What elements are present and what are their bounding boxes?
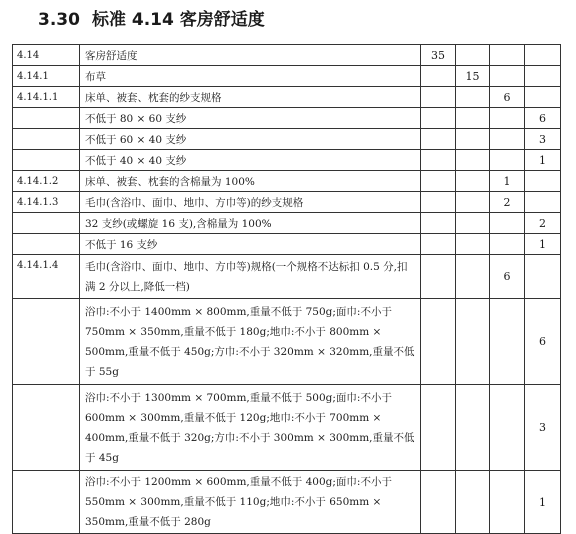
- item-description: 床单、被套、枕套的含棉量为 100%: [80, 171, 421, 192]
- score-level-4: 1: [525, 150, 561, 171]
- table-row: [13, 299, 561, 385]
- score-level-1: [421, 129, 456, 150]
- table-row: [13, 87, 561, 108]
- scoring-table: [12, 44, 561, 534]
- item-code: 4.14.1.1: [13, 87, 80, 108]
- score-level-1: [421, 150, 456, 171]
- score-level-3: [490, 299, 525, 385]
- score-level-3: 6: [490, 87, 525, 108]
- score-level-2: [456, 108, 490, 129]
- score-level-1: [421, 234, 456, 255]
- score-level-4: 3: [525, 129, 561, 150]
- score-level-2: [456, 213, 490, 234]
- item-description: 不低于 80 × 60 支纱: [80, 108, 421, 129]
- score-level-1: [421, 213, 456, 234]
- score-level-1: [421, 471, 456, 534]
- score-level-4: 1: [525, 234, 561, 255]
- score-level-4: [525, 255, 561, 299]
- item-description: 不低于 40 × 40 支纱: [80, 150, 421, 171]
- table-row: [13, 171, 561, 192]
- score-level-2: [456, 129, 490, 150]
- score-level-4: 6: [525, 299, 561, 385]
- score-level-1: [421, 87, 456, 108]
- item-code: 4.14.1.3: [13, 192, 80, 213]
- score-level-2: [456, 385, 490, 471]
- item-description: 32 支纱(或螺旋 16 支),含棉量为 100%: [80, 213, 421, 234]
- score-level-4: [525, 66, 561, 87]
- score-level-4: [525, 171, 561, 192]
- score-level-4: 6: [525, 108, 561, 129]
- item-description: 浴巾:不小于 1200mm × 600mm,重量不低于 400g;面巾:不小于 550mm × 300mm,重量不低于 110g;地巾:不小于 650mm × 350mm,重量不低于 280g: [80, 471, 421, 534]
- table-row: [13, 213, 561, 234]
- score-level-1: [421, 108, 456, 129]
- item-code: [13, 108, 80, 129]
- score-level-1: 35: [421, 45, 456, 66]
- table-row: [13, 385, 561, 471]
- item-code: 4.14.1.4: [13, 255, 80, 299]
- item-code: 4.14.1.2: [13, 171, 80, 192]
- score-level-2: [456, 45, 490, 66]
- item-code: [13, 471, 80, 534]
- item-description: 床单、被套、枕套的纱支规格: [80, 87, 421, 108]
- table-row: [13, 234, 561, 255]
- score-level-3: [490, 385, 525, 471]
- item-code: [13, 129, 80, 150]
- score-level-3: [490, 234, 525, 255]
- item-description: 不低于 16 支纱: [80, 234, 421, 255]
- section-title: 标准 4.14 客房舒适度: [91, 10, 265, 30]
- score-level-1: [421, 192, 456, 213]
- table-row: [13, 471, 561, 534]
- item-code: [13, 234, 80, 255]
- score-level-3: [490, 471, 525, 534]
- score-level-3: [490, 150, 525, 171]
- table-row: [13, 45, 561, 66]
- score-level-3: [490, 45, 525, 66]
- item-code: [13, 150, 80, 171]
- score-level-2: [456, 234, 490, 255]
- score-level-3: 2: [490, 192, 525, 213]
- table-row: [13, 108, 561, 129]
- item-description: 客房舒适度: [80, 45, 421, 66]
- score-level-1: [421, 66, 456, 87]
- item-description: 布草: [80, 66, 421, 87]
- item-code: 4.14: [13, 45, 80, 66]
- score-level-4: [525, 45, 561, 66]
- score-level-2: [456, 299, 490, 385]
- item-code: [13, 213, 80, 234]
- item-description: 浴巾:不小于 1300mm × 700mm,重量不低于 500g;面巾:不小于 600mm × 300mm,重量不低于 120g;地巾:不小于 700mm × 400mm,重量不低于 320g;方巾:不小于 300mm × 300mm,重量不低于 45g: [80, 385, 421, 471]
- section-heading: [38, 6, 265, 34]
- table-row: [13, 150, 561, 171]
- score-level-2: 15: [456, 66, 490, 87]
- score-level-2: [456, 255, 490, 299]
- score-level-4: [525, 87, 561, 108]
- score-level-4: 2: [525, 213, 561, 234]
- score-level-3: [490, 213, 525, 234]
- score-level-3: [490, 129, 525, 150]
- item-description: 浴巾:不小于 1400mm × 800mm,重量不低于 750g;面巾:不小于 750mm × 350mm,重量不低于 180g;地巾:不小于 800mm × 500mm,重量不低于 450g;方巾:不小于 320mm × 320mm,重量不低于 55g: [80, 299, 421, 385]
- score-level-3: [490, 66, 525, 87]
- score-level-3: [490, 108, 525, 129]
- item-code: 4.14.1: [13, 66, 80, 87]
- score-level-1: [421, 385, 456, 471]
- score-level-4: 3: [525, 385, 561, 471]
- section-number: 3.30: [38, 10, 80, 30]
- score-level-4: 1: [525, 471, 561, 534]
- score-level-3: 6: [490, 255, 525, 299]
- score-level-2: [456, 192, 490, 213]
- item-description: 不低于 60 × 40 支纱: [80, 129, 421, 150]
- item-code: [13, 385, 80, 471]
- score-level-2: [456, 471, 490, 534]
- score-level-2: [456, 87, 490, 108]
- score-level-2: [456, 171, 490, 192]
- table-row: [13, 255, 561, 299]
- score-level-4: [525, 192, 561, 213]
- score-level-1: [421, 299, 456, 385]
- score-level-1: [421, 171, 456, 192]
- score-level-3: 1: [490, 171, 525, 192]
- item-description: 毛巾(含浴巾、面巾、地巾、方巾等)规格(一个规格不达标扣 0.5 分,扣满 2 分以上,降低一档): [80, 255, 421, 299]
- item-code: [13, 299, 80, 385]
- score-level-2: [456, 150, 490, 171]
- item-description: 毛巾(含浴巾、面巾、地巾、方巾等)的纱支规格: [80, 192, 421, 213]
- table-row: [13, 66, 561, 87]
- score-level-1: [421, 255, 456, 299]
- table-row: [13, 129, 561, 150]
- table-row: [13, 192, 561, 213]
